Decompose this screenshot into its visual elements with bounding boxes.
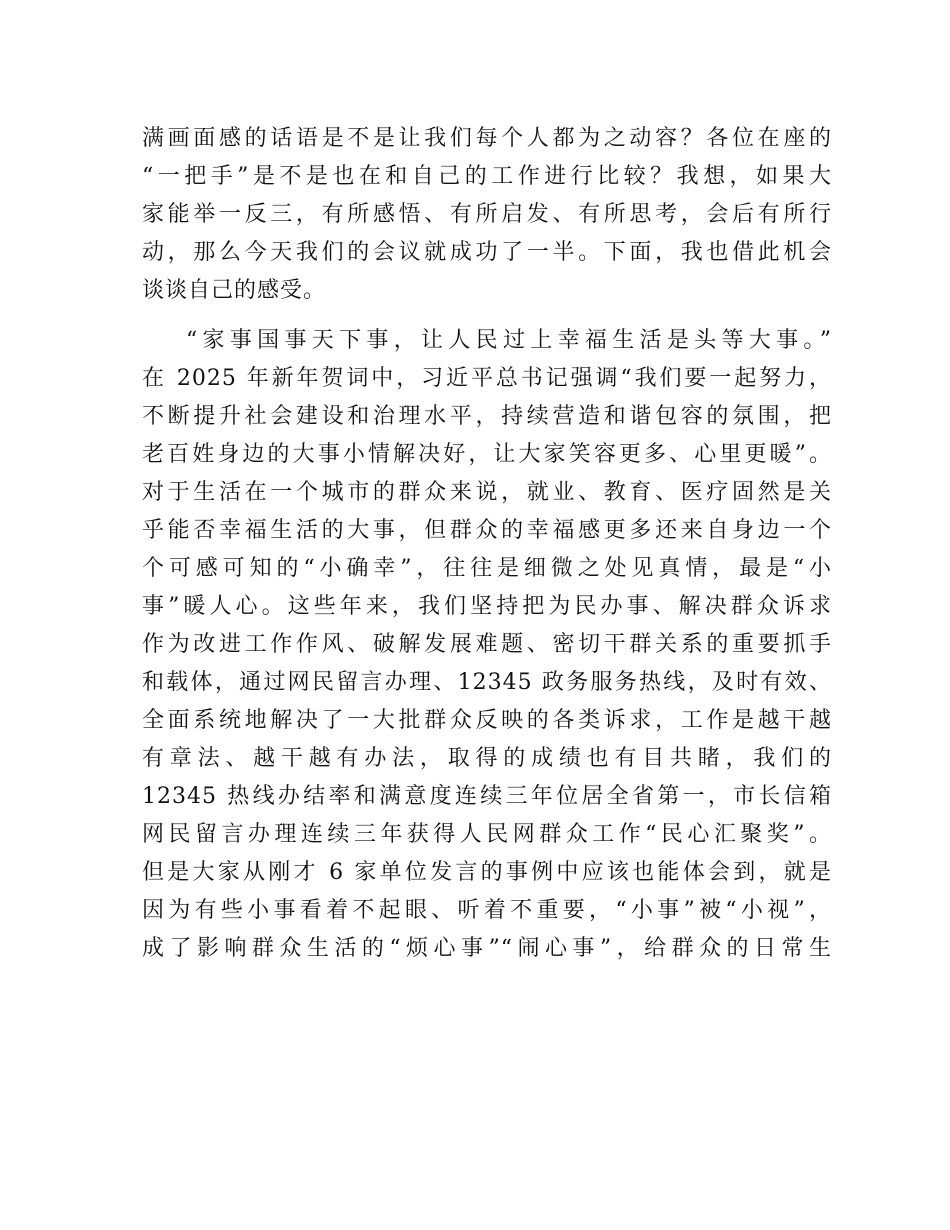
text-line: 作为改进工作作风、破解发展难题、密切干群关系的重要抓手 xyxy=(142,632,832,657)
text-line: 乎能否幸福生活的大事，但群众的幸福感更多还来自身边一个 xyxy=(142,518,832,543)
text-line: 老百姓身边的大事小情解决好，让大家笑容更多、心里更暖”。 xyxy=(142,442,832,467)
text-line: 全面系统地解决了一大批群众反映的各类诉求，工作是越干越 xyxy=(142,708,832,733)
text-line: 家能举一反三，有所感悟、有所启发、有所思考，会后有所行 xyxy=(142,202,832,227)
text-line: 对于生活在一个城市的群众来说，就业、教育、医疗固然是关 xyxy=(142,480,832,505)
paragraph-2 xyxy=(142,322,832,968)
text-line: 个可感可知的“小确幸”，往往是细微之处见真情，最是“小 xyxy=(142,556,832,581)
text-line: 但是大家从刚才 6 家单位发言的事例中应该也能体会到，就是 xyxy=(142,860,832,885)
document-body xyxy=(142,120,832,968)
text-line: 和载体，通过网民留言办理、12345 政务服务热线，及时有效、 xyxy=(142,670,832,695)
text-line: 满画面感的话语是不是让我们每个人都为之动容？各位在座的 xyxy=(142,126,832,151)
paragraph-1 xyxy=(142,120,832,310)
text-line: 有章法、越干越有办法，取得的成绩也有目共睹，我们的 xyxy=(142,746,832,771)
text-line: “家事国事天下事，让人民过上幸福生活是头等大事。” xyxy=(186,328,832,353)
text-line: 在 2025 年新年贺词中，习近平总书记强调“我们要一起努力， xyxy=(142,366,832,391)
text-line: “一把手”是不是也在和自己的工作进行比较？我想，如果大 xyxy=(142,164,832,189)
text-line: 事”暖人心。这些年来，我们坚持把为民办事、解决群众诉求 xyxy=(142,594,832,619)
paragraph-spacer xyxy=(142,310,832,322)
text-line: 网民留言办理连续三年获得人民网群众工作“民心汇聚奖”。 xyxy=(142,822,832,847)
text-line: 因为有些小事看着不起眼、听着不重要，“小事”被“小视”， xyxy=(142,898,832,923)
text-line: 不断提升社会建设和治理水平，持续营造和谐包容的氛围，把 xyxy=(142,404,832,429)
text-line: 成了影响群众生活的“烦心事”“闹心事”，给群众的日常生 xyxy=(142,936,832,961)
text-line: 谈谈自己的感受。 xyxy=(142,278,327,303)
text-line: 动，那么今天我们的会议就成功了一半。下面，我也借此机会 xyxy=(142,240,832,265)
text-line: 12345 热线办结率和满意度连续三年位居全省第一，市长信箱 xyxy=(142,784,832,809)
